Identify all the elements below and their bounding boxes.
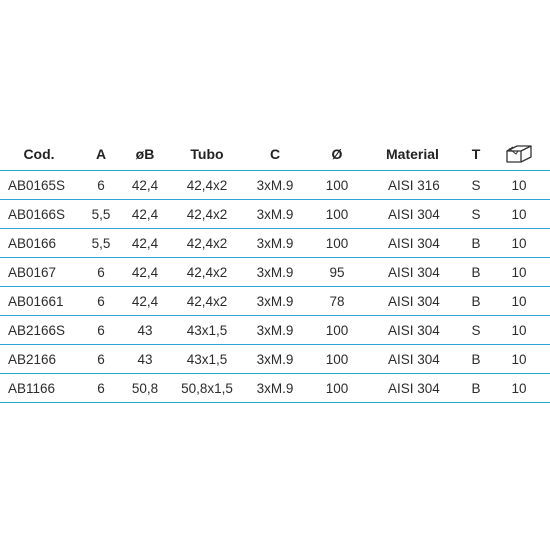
cell-cod: AB2166 [0, 345, 78, 374]
cell-material: AISI 304 [372, 287, 464, 316]
cell-material: AISI 304 [372, 229, 464, 258]
header-diameter: Ø [302, 138, 372, 171]
cell-pack-qty: 10 [488, 287, 550, 316]
cell-pack-qty: 10 [488, 200, 550, 229]
header-c: C [248, 138, 302, 171]
cell-material: AISI 304 [372, 200, 464, 229]
cell-tubo: 43x1,5 [166, 316, 248, 345]
cell-pack-qty: 10 [488, 171, 550, 200]
cell-a: 6 [78, 374, 124, 403]
cell-b: 43 [124, 316, 166, 345]
cell-cod: AB0166 [0, 229, 78, 258]
cell-t: B [464, 287, 488, 316]
cell-cod: AB0167 [0, 258, 78, 287]
cell-diameter: 100 [302, 316, 372, 345]
cell-a: 6 [78, 287, 124, 316]
header-pack [488, 138, 550, 171]
table-row [0, 287, 550, 316]
box-icon [504, 143, 534, 165]
cell-a: 6 [78, 316, 124, 345]
cell-material: AISI 304 [372, 316, 464, 345]
cell-tubo: 42,4x2 [166, 229, 248, 258]
cell-t: B [464, 345, 488, 374]
table-row [0, 374, 550, 403]
cell-diameter: 100 [302, 200, 372, 229]
cell-cod: AB0165S [0, 171, 78, 200]
table-row [0, 345, 550, 374]
cell-c: 3xM.9 [248, 200, 302, 229]
cell-b: 42,4 [124, 258, 166, 287]
table-row [0, 258, 550, 287]
cell-b: 43 [124, 345, 166, 374]
cell-tubo: 43x1,5 [166, 345, 248, 374]
cell-c: 3xM.9 [248, 345, 302, 374]
cell-a: 6 [78, 171, 124, 200]
header-material: Material [372, 138, 464, 171]
cell-t: B [464, 229, 488, 258]
cell-pack-qty: 10 [488, 374, 550, 403]
table-row [0, 200, 550, 229]
cell-b: 42,4 [124, 287, 166, 316]
cell-a: 5,5 [78, 229, 124, 258]
cell-c: 3xM.9 [248, 229, 302, 258]
cell-b: 42,4 [124, 171, 166, 200]
cell-diameter: 100 [302, 374, 372, 403]
cell-cod: AB1166 [0, 374, 78, 403]
cell-a: 6 [78, 345, 124, 374]
cell-c: 3xM.9 [248, 258, 302, 287]
cell-t: B [464, 374, 488, 403]
cell-material: AISI 304 [372, 345, 464, 374]
table-row [0, 229, 550, 258]
cell-tubo: 42,4x2 [166, 171, 248, 200]
cell-diameter: 78 [302, 287, 372, 316]
table-header-row [0, 138, 550, 171]
cell-pack-qty: 10 [488, 316, 550, 345]
cell-cod: AB2166S [0, 316, 78, 345]
cell-cod: AB01661 [0, 287, 78, 316]
cell-cod: AB0166S [0, 200, 78, 229]
cell-pack-qty: 10 [488, 345, 550, 374]
spec-table [0, 138, 550, 403]
cell-c: 3xM.9 [248, 171, 302, 200]
cell-diameter: 100 [302, 229, 372, 258]
cell-t: S [464, 171, 488, 200]
cell-tubo: 42,4x2 [166, 200, 248, 229]
cell-a: 6 [78, 258, 124, 287]
cell-diameter: 100 [302, 345, 372, 374]
cell-tubo: 50,8x1,5 [166, 374, 248, 403]
cell-material: AISI 304 [372, 258, 464, 287]
cell-material: AISI 316 [372, 171, 464, 200]
header-b: øB [124, 138, 166, 171]
cell-c: 3xM.9 [248, 287, 302, 316]
cell-t: B [464, 258, 488, 287]
cell-pack-qty: 10 [488, 229, 550, 258]
cell-diameter: 100 [302, 171, 372, 200]
header-t: T [464, 138, 488, 171]
cell-tubo: 42,4x2 [166, 258, 248, 287]
cell-c: 3xM.9 [248, 374, 302, 403]
header-tubo: Tubo [166, 138, 248, 171]
table-body [0, 171, 550, 403]
cell-b: 50,8 [124, 374, 166, 403]
cell-t: S [464, 200, 488, 229]
cell-t: S [464, 316, 488, 345]
cell-pack-qty: 10 [488, 258, 550, 287]
cell-tubo: 42,4x2 [166, 287, 248, 316]
table-row [0, 316, 550, 345]
table-row [0, 171, 550, 200]
cell-b: 42,4 [124, 200, 166, 229]
cell-c: 3xM.9 [248, 316, 302, 345]
header-cod: Cod. [0, 138, 78, 171]
cell-diameter: 95 [302, 258, 372, 287]
header-a: A [78, 138, 124, 171]
cell-a: 5,5 [78, 200, 124, 229]
cell-b: 42,4 [124, 229, 166, 258]
cell-material: AISI 304 [372, 374, 464, 403]
